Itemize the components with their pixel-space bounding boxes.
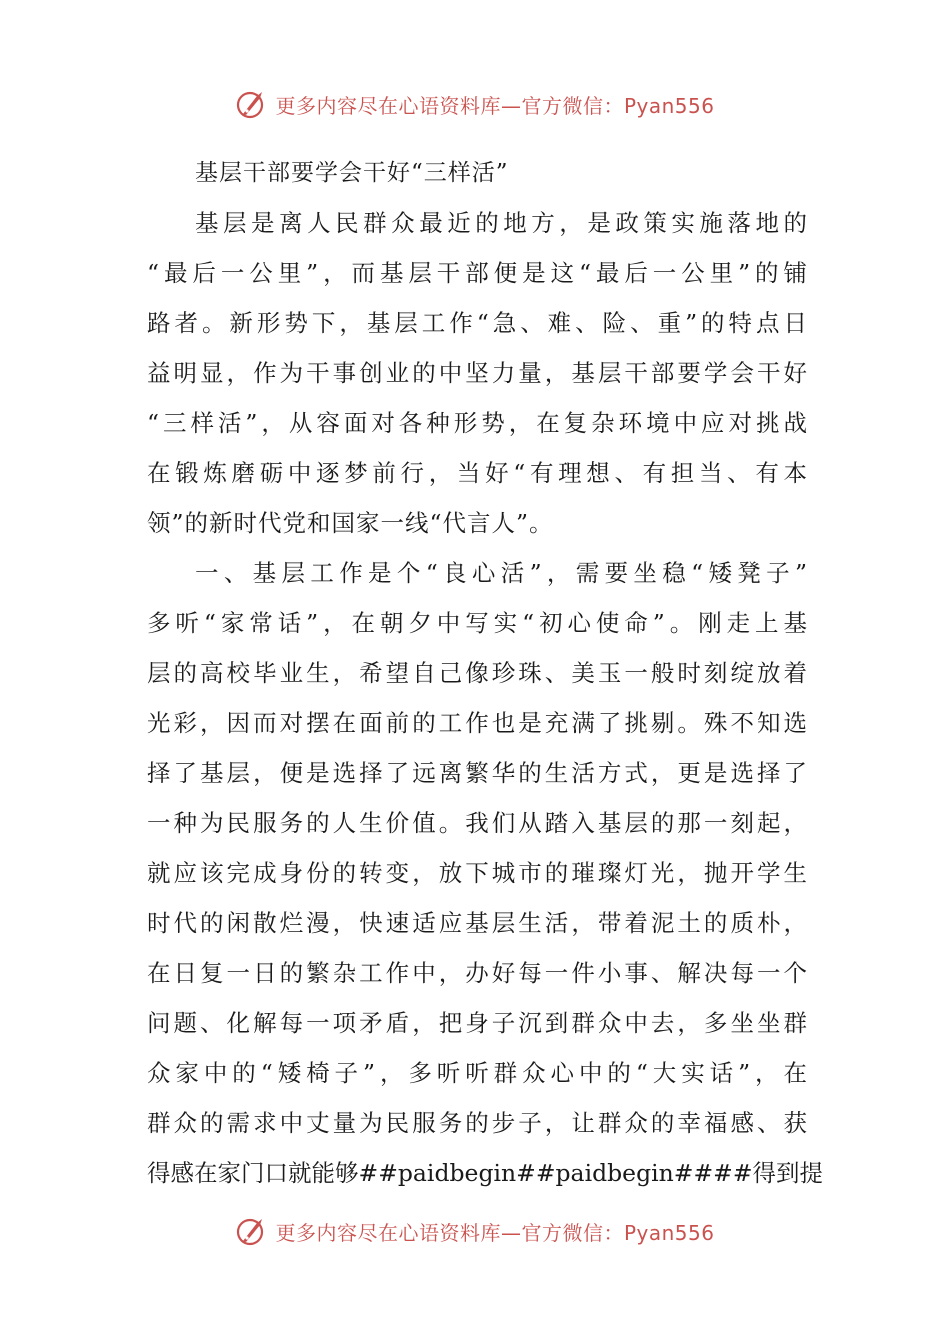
document-body [147, 148, 824, 1198]
text-line: 问题、化解每一项矛盾，把身子沉到群众中去，多坐坐群 [147, 1009, 807, 1037]
text-line: 基层是离人民群众最近的地方，是政策实施落地的 [195, 209, 807, 237]
text-line: 时代的闲散烂漫，快速适应基层生活，带着泥土的质朴， [147, 909, 807, 937]
text-line: 层的高校毕业生，希望自己像珍珠、美玉一般时刻绽放着 [147, 659, 807, 687]
pen-nib-circle-icon [235, 1214, 269, 1248]
watermark-text: 更多内容尽在心语资料库—官方微信：Pyan556 [275, 1220, 715, 1245]
text-line: 在日复一日的繁杂工作中，办好每一件小事、解决每一个 [147, 959, 807, 987]
text-line: 就应该完成身份的转变，放下城市的璀璨灯光，抛开学生 [147, 859, 807, 887]
text-line: 群众的需求中丈量为民服务的步子，让群众的幸福感、获 [147, 1109, 807, 1137]
text-line: 益明显，作为干事创业的中坚力量，基层干部要学会干好 [147, 359, 807, 387]
watermark-text: 更多内容尽在心语资料库—官方微信：Pyan556 [275, 93, 715, 118]
document-title: 基层干部要学会干好“三样活” [195, 160, 509, 186]
pen-nib-circle-icon [235, 87, 269, 121]
text-line: “最后一公里”，而基层干部便是这“最后一公里”的铺 [147, 259, 807, 287]
text-line: 在锻炼磨砺中逐梦前行，当好“有理想、有担当、有本 [147, 459, 807, 487]
watermark-banner-top [0, 84, 950, 124]
text-line: 择了基层，便是选择了远离繁华的生活方式，更是选择了 [147, 759, 807, 787]
text-line: 领”的新时代党和国家一线“代言人”。 [147, 509, 554, 537]
text-line: 得感在家门口就能够##paidbegin##paidbegin####得到提 [147, 1159, 824, 1187]
watermark-banner-bottom [0, 1211, 950, 1251]
text-line: “三样活”，从容面对各种形势，在复杂环境中应对挑战 [147, 409, 807, 437]
text-line: 一种为民服务的人生价值。我们从踏入基层的那一刻起， [147, 809, 807, 837]
text-line: 众家中的“矮椅子”，多听听群众心中的“大实话”，在 [147, 1059, 807, 1087]
text-line: 光彩，因而对摆在面前的工作也是充满了挑剔。殊不知选 [147, 709, 807, 737]
text-line: 一、基层工作是个“良心活”，需要坐稳“矮凳子” [195, 559, 807, 587]
text-line: 路者。新形势下，基层工作“急、难、险、重”的特点日 [147, 309, 807, 337]
text-line: 多听“家常话”，在朝夕中写实“初心使命”。刚走上基 [147, 609, 807, 637]
